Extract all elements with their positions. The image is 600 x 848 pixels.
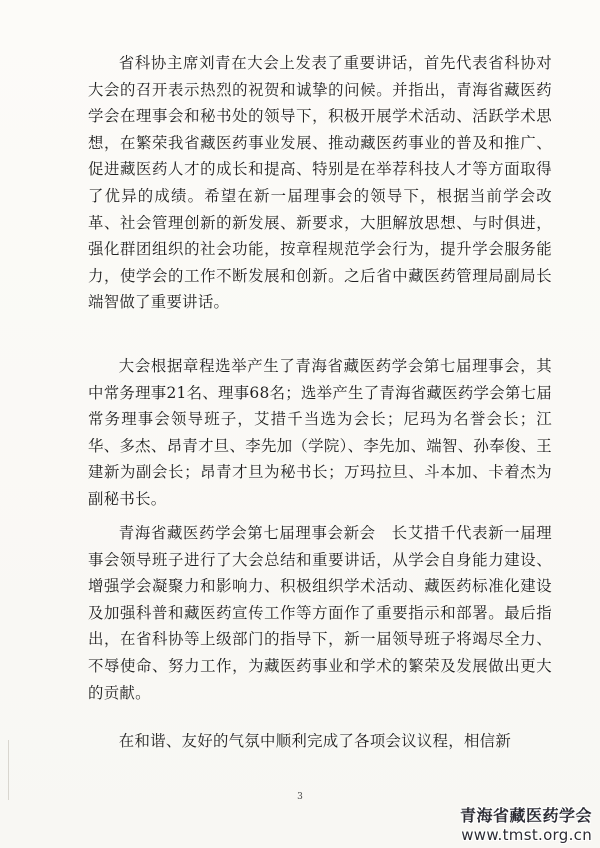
watermark-url: www.tmst.org.cn bbox=[461, 826, 592, 844]
paragraph-new-president-speech: 青海省藏医药学会第七届理事会新会 长艾措千代表新一届理事会领导班子进行了大会总结和重要讲话，从学会自身能力建设、增强学会凝聚力和影响力、积极组织学术活动、藏医药标准化建设及加强科普和藏医药宣传工作等方面作了重要指示和部署。最后指出，在省科协等上级部门的指导下，新一届领导班子将竭尽全力、不辱使命、努力工作，为藏医药事业和学术的繁荣及发展做出更大的贡献。 bbox=[88, 524, 552, 702]
paragraph-speech-provincial-association: 省科协主席刘青在大会上发表了重要讲话，首先代表省科协对大会的召开表示热烈的祝贺和诚挚的问候。并指出，青海省藏医药学会在理事会和秘书处的领导下，积极开展学术活动、活跃学术思想，在繁荣我省藏医药事业发展、推动藏医药事业的普及和推广、促进藏医药人才的成长和提高、特别是在举荐科技人才等方面取得了优异的成绩。希望在新一届理事会的领导下，根据当前学会改革、社会管理创新的新发展、新要求，大胆解放思想、与时俱进，强化群团组织的社会功能，按章程规范学会行为，提升学会服务能力，使学会的工作不断发展和创新。之后省中藏医药管理局副局长端智做了重要讲话。 bbox=[88, 54, 552, 312]
watermark-title: 青海省藏医药学会 bbox=[459, 806, 592, 825]
page-number: 3 bbox=[297, 792, 303, 802]
scan-edge-mark bbox=[8, 740, 9, 800]
site-watermark bbox=[460, 806, 592, 844]
paragraph-closing: 在和谐、友好的气氛中顺利完成了各项会议议程，相信新 bbox=[118, 732, 512, 750]
paragraph-election-results: 大会根据章程选举产生了青海省藏医药学会第七届理事会，其中常务理事21名、理事68名；选举产生了青海省藏医药学会第七届常务理事会领导班子，艾措千当选为会长；尼玛为名誉会长；江华、多杰、昂青才旦、李先加（学院）、李先加、端智、孙奉俊、王建新为副会长；昂青才旦为秘书长；万玛拉旦、斗本加、卡着杰为副秘书长。 bbox=[88, 357, 553, 508]
